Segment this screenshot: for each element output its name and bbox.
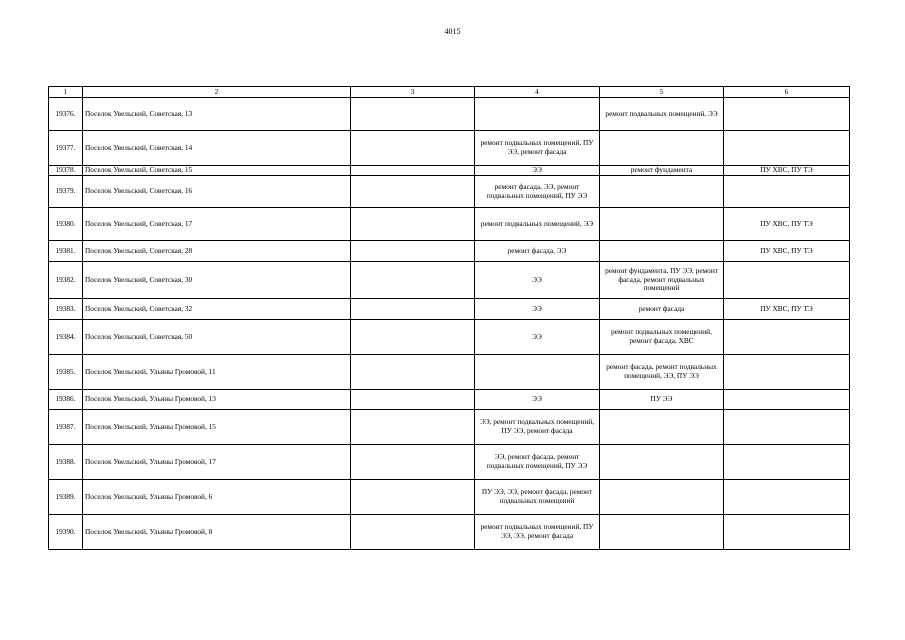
row-col-3 <box>351 241 475 262</box>
row-number: 19380. <box>49 208 83 241</box>
header-row <box>49 87 850 98</box>
row-col-4: ЭЭ, ремонт подвальных помещений, ПУ ЭЭ, ремонт фасада <box>475 410 600 445</box>
row-col-3 <box>351 131 475 166</box>
row-col-4: ремонт подвальных помещений, ЭЭ <box>475 208 600 241</box>
header-col-3: 3 <box>351 87 475 98</box>
row-address: Поселок Увельский, Ульяны Громовой, 6 <box>83 480 351 515</box>
table-row <box>49 515 850 550</box>
header-col-2: 2 <box>83 87 351 98</box>
row-col-3 <box>351 445 475 480</box>
row-col-3 <box>351 355 475 390</box>
row-col-5 <box>600 480 724 515</box>
row-number: 19382. <box>49 262 83 299</box>
row-col-4: ЭЭ <box>475 166 600 176</box>
row-address: Поселок Увельский, Советская, 28 <box>83 241 351 262</box>
row-col-6 <box>724 131 850 166</box>
row-col-4: ЭЭ <box>475 262 600 299</box>
row-col-4: ЭЭ <box>475 390 600 410</box>
table-row <box>49 320 850 355</box>
row-col-6 <box>724 176 850 208</box>
table-row <box>49 445 850 480</box>
works-table <box>48 86 850 550</box>
row-col-6 <box>724 515 850 550</box>
header-col-1: 1 <box>49 87 83 98</box>
row-number: 19388. <box>49 445 83 480</box>
table-row <box>49 355 850 390</box>
row-col-3 <box>351 390 475 410</box>
row-address: Поселок Увельский, Советская, 13 <box>83 98 351 131</box>
row-number: 19389. <box>49 480 83 515</box>
row-col-4: ПУ ЭЭ, ЭЭ, ремонт фасада, ремонт подвальных помещений <box>475 480 600 515</box>
row-col-6 <box>724 355 850 390</box>
table-header <box>49 87 850 98</box>
table-row <box>49 176 850 208</box>
row-number: 19390. <box>49 515 83 550</box>
row-col-6 <box>724 480 850 515</box>
row-address: Поселок Увельский, Ульяны Громовой, 11 <box>83 355 351 390</box>
row-col-4 <box>475 98 600 131</box>
row-number: 19385. <box>49 355 83 390</box>
table-row <box>49 410 850 445</box>
row-col-4: ремонт фасада, ЭЭ, ремонт подвальных помещений, ПУ ЭЭ <box>475 176 600 208</box>
row-col-4: ремонт фасада, ЭЭ <box>475 241 600 262</box>
table-row <box>49 131 850 166</box>
row-col-6 <box>724 98 850 131</box>
row-col-5 <box>600 515 724 550</box>
row-col-4: ЭЭ <box>475 320 600 355</box>
row-col-3 <box>351 320 475 355</box>
row-number: 19384. <box>49 320 83 355</box>
table-row <box>49 166 850 176</box>
row-col-5 <box>600 208 724 241</box>
row-col-3 <box>351 410 475 445</box>
row-address: Поселок Увельский, Ульяны Громовой, 17 <box>83 445 351 480</box>
row-col-6: ПУ ХВС, ПУ ТЭ <box>724 208 850 241</box>
table-row <box>49 241 850 262</box>
row-col-4: ремонт подвальных помещений, ПУ ЭЭ, ЭЭ, ремонт фасада <box>475 515 600 550</box>
row-col-5 <box>600 445 724 480</box>
row-col-3 <box>351 299 475 320</box>
row-col-5: ремонт фасада, ремонт подвальных помещений, ЭЭ, ПУ ЭЭ <box>600 355 724 390</box>
row-number: 19377. <box>49 131 83 166</box>
row-number: 19381. <box>49 241 83 262</box>
row-col-3 <box>351 166 475 176</box>
table-row <box>49 299 850 320</box>
table-row <box>49 480 850 515</box>
table-row <box>49 98 850 131</box>
row-number: 19379. <box>49 176 83 208</box>
row-col-6 <box>724 390 850 410</box>
row-col-3 <box>351 262 475 299</box>
row-col-6 <box>724 410 850 445</box>
row-col-4: ЭЭ, ремонт фасада, ремонт подвальных помещений, ПУ ЭЭ <box>475 445 600 480</box>
row-address: Поселок Увельский, Ульяны Громовой, 8 <box>83 515 351 550</box>
row-address: Поселок Увельский, Советская, 15 <box>83 166 351 176</box>
row-col-5: ремонт фасада <box>600 299 724 320</box>
row-col-3 <box>351 98 475 131</box>
row-col-6 <box>724 320 850 355</box>
header-col-6: 6 <box>724 87 850 98</box>
row-col-4: ЭЭ <box>475 299 600 320</box>
table-row <box>49 390 850 410</box>
row-col-5: ремонт фундамента <box>600 166 724 176</box>
page-number: 4015 <box>444 27 461 36</box>
row-address: Поселок Увельский, Советская, 50 <box>83 320 351 355</box>
row-col-3 <box>351 480 475 515</box>
row-address: Поселок Увельский, Ульяны Громовой, 13 <box>83 390 351 410</box>
row-col-5 <box>600 131 724 166</box>
table-body <box>49 98 850 550</box>
row-col-5: ремонт фундамента, ПУ ЭЭ, ремонт фасада, ремонт подвальных помещений <box>600 262 724 299</box>
row-address: Поселок Увельский, Советская, 30 <box>83 262 351 299</box>
table-row <box>49 208 850 241</box>
row-address: Поселок Увельский, Советская, 17 <box>83 208 351 241</box>
row-col-5 <box>600 410 724 445</box>
row-number: 19386. <box>49 390 83 410</box>
row-col-5: ремонт подвальных помещений, ремонт фасада, ХВС <box>600 320 724 355</box>
row-col-4 <box>475 355 600 390</box>
row-col-4: ремонт подвальных помещений, ПУ ЭЭ, ремонт фасада <box>475 131 600 166</box>
row-col-6: ПУ ХВС, ПУ ТЭ <box>724 299 850 320</box>
row-col-5 <box>600 241 724 262</box>
row-number: 19376. <box>49 98 83 131</box>
row-col-5: ПУ ЭЭ <box>600 390 724 410</box>
row-col-5 <box>600 176 724 208</box>
row-col-3 <box>351 208 475 241</box>
row-address: Поселок Увельский, Советская, 14 <box>83 131 351 166</box>
row-col-6 <box>724 445 850 480</box>
row-col-5: ремонт подвальных помещений, ЭЭ <box>600 98 724 131</box>
row-address: Поселок Увельский, Ульяны Громовой, 15 <box>83 410 351 445</box>
row-col-3 <box>351 176 475 208</box>
table-row <box>49 262 850 299</box>
row-col-6: ПУ ХВС, ПУ ТЭ <box>724 166 850 176</box>
row-address: Поселок Увельский, Советская, 32 <box>83 299 351 320</box>
row-col-3 <box>351 515 475 550</box>
row-number: 19383. <box>49 299 83 320</box>
row-number: 19387. <box>49 410 83 445</box>
row-col-6 <box>724 262 850 299</box>
row-number: 19378. <box>49 166 83 176</box>
header-col-5: 5 <box>600 87 724 98</box>
row-col-6: ПУ ХВС, ПУ ТЭ <box>724 241 850 262</box>
row-address: Поселок Увельский, Советская, 16 <box>83 176 351 208</box>
header-col-4: 4 <box>475 87 600 98</box>
